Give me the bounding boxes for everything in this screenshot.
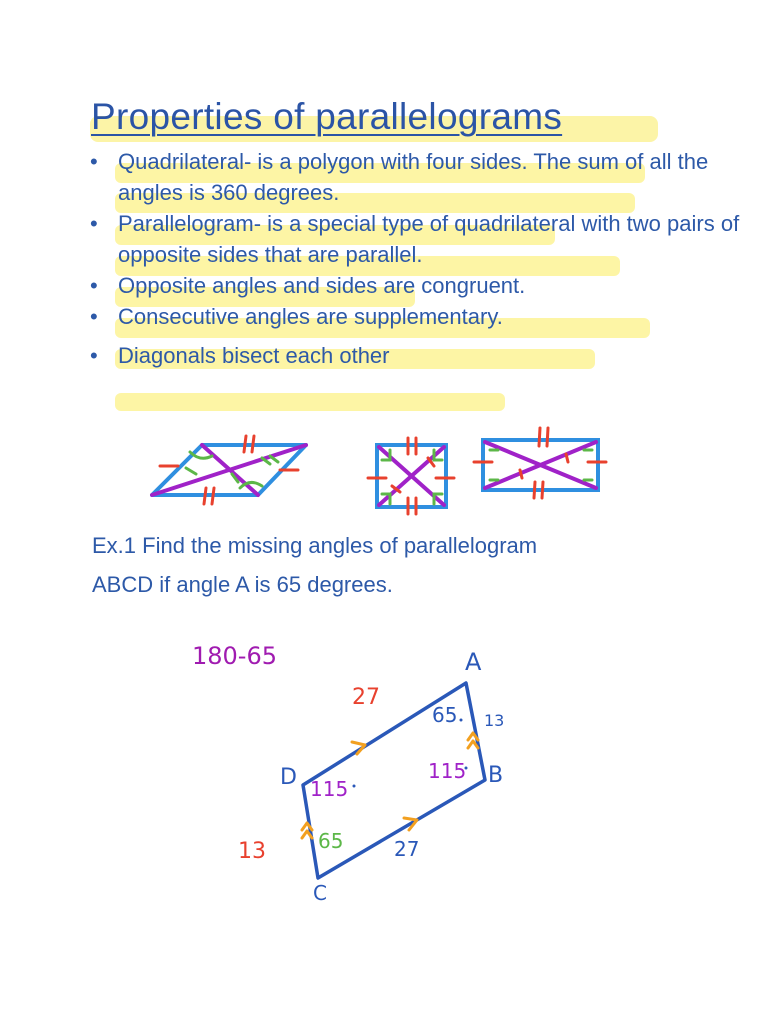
bullet-opposite: • Opposite angles and sides are congruent. — [88, 270, 748, 301]
bullet-consecutive: • Consecutive angles are supplementary. — [88, 301, 748, 332]
example-line-1: Ex.1 Find the missing angles of parallelogram — [92, 533, 538, 558]
bullet-parallelogram: • Parallelogram- is a special type of quadrilateral with two pairs of opposite sides that are parallel. — [88, 208, 748, 270]
side-bottom-length: 27 — [394, 837, 420, 861]
example-line-2: ABCD if angle A is 65 degrees. — [92, 572, 393, 597]
vertex-b: B — [488, 763, 504, 788]
vertex-a: A — [465, 648, 482, 676]
angle-a-value: 65 — [432, 703, 458, 727]
angle-b-value: 115 — [428, 759, 467, 783]
note-180-65: 180-65 — [192, 642, 278, 670]
bullet-quadrilateral: • Quadrilateral- is a polygon with four sides. The sum of all the angles is 360 degrees. — [88, 146, 748, 208]
vertex-c: C — [313, 881, 327, 905]
side-top-length: 27 — [352, 685, 380, 710]
bullet-diagonals: • Diagonals bisect each other — [88, 340, 748, 371]
vertex-d: D — [280, 765, 297, 790]
side-left-length: 13 — [238, 839, 266, 864]
page-title: Properties of parallelograms — [91, 96, 563, 137]
angle-c-value: 65 — [318, 829, 344, 853]
rectangle-diagram — [474, 428, 606, 498]
side-right-length: 13 — [484, 711, 505, 730]
angle-d-value: 115 — [310, 777, 349, 801]
square-diagram — [368, 438, 454, 514]
parallelogram-diagram — [152, 436, 306, 504]
